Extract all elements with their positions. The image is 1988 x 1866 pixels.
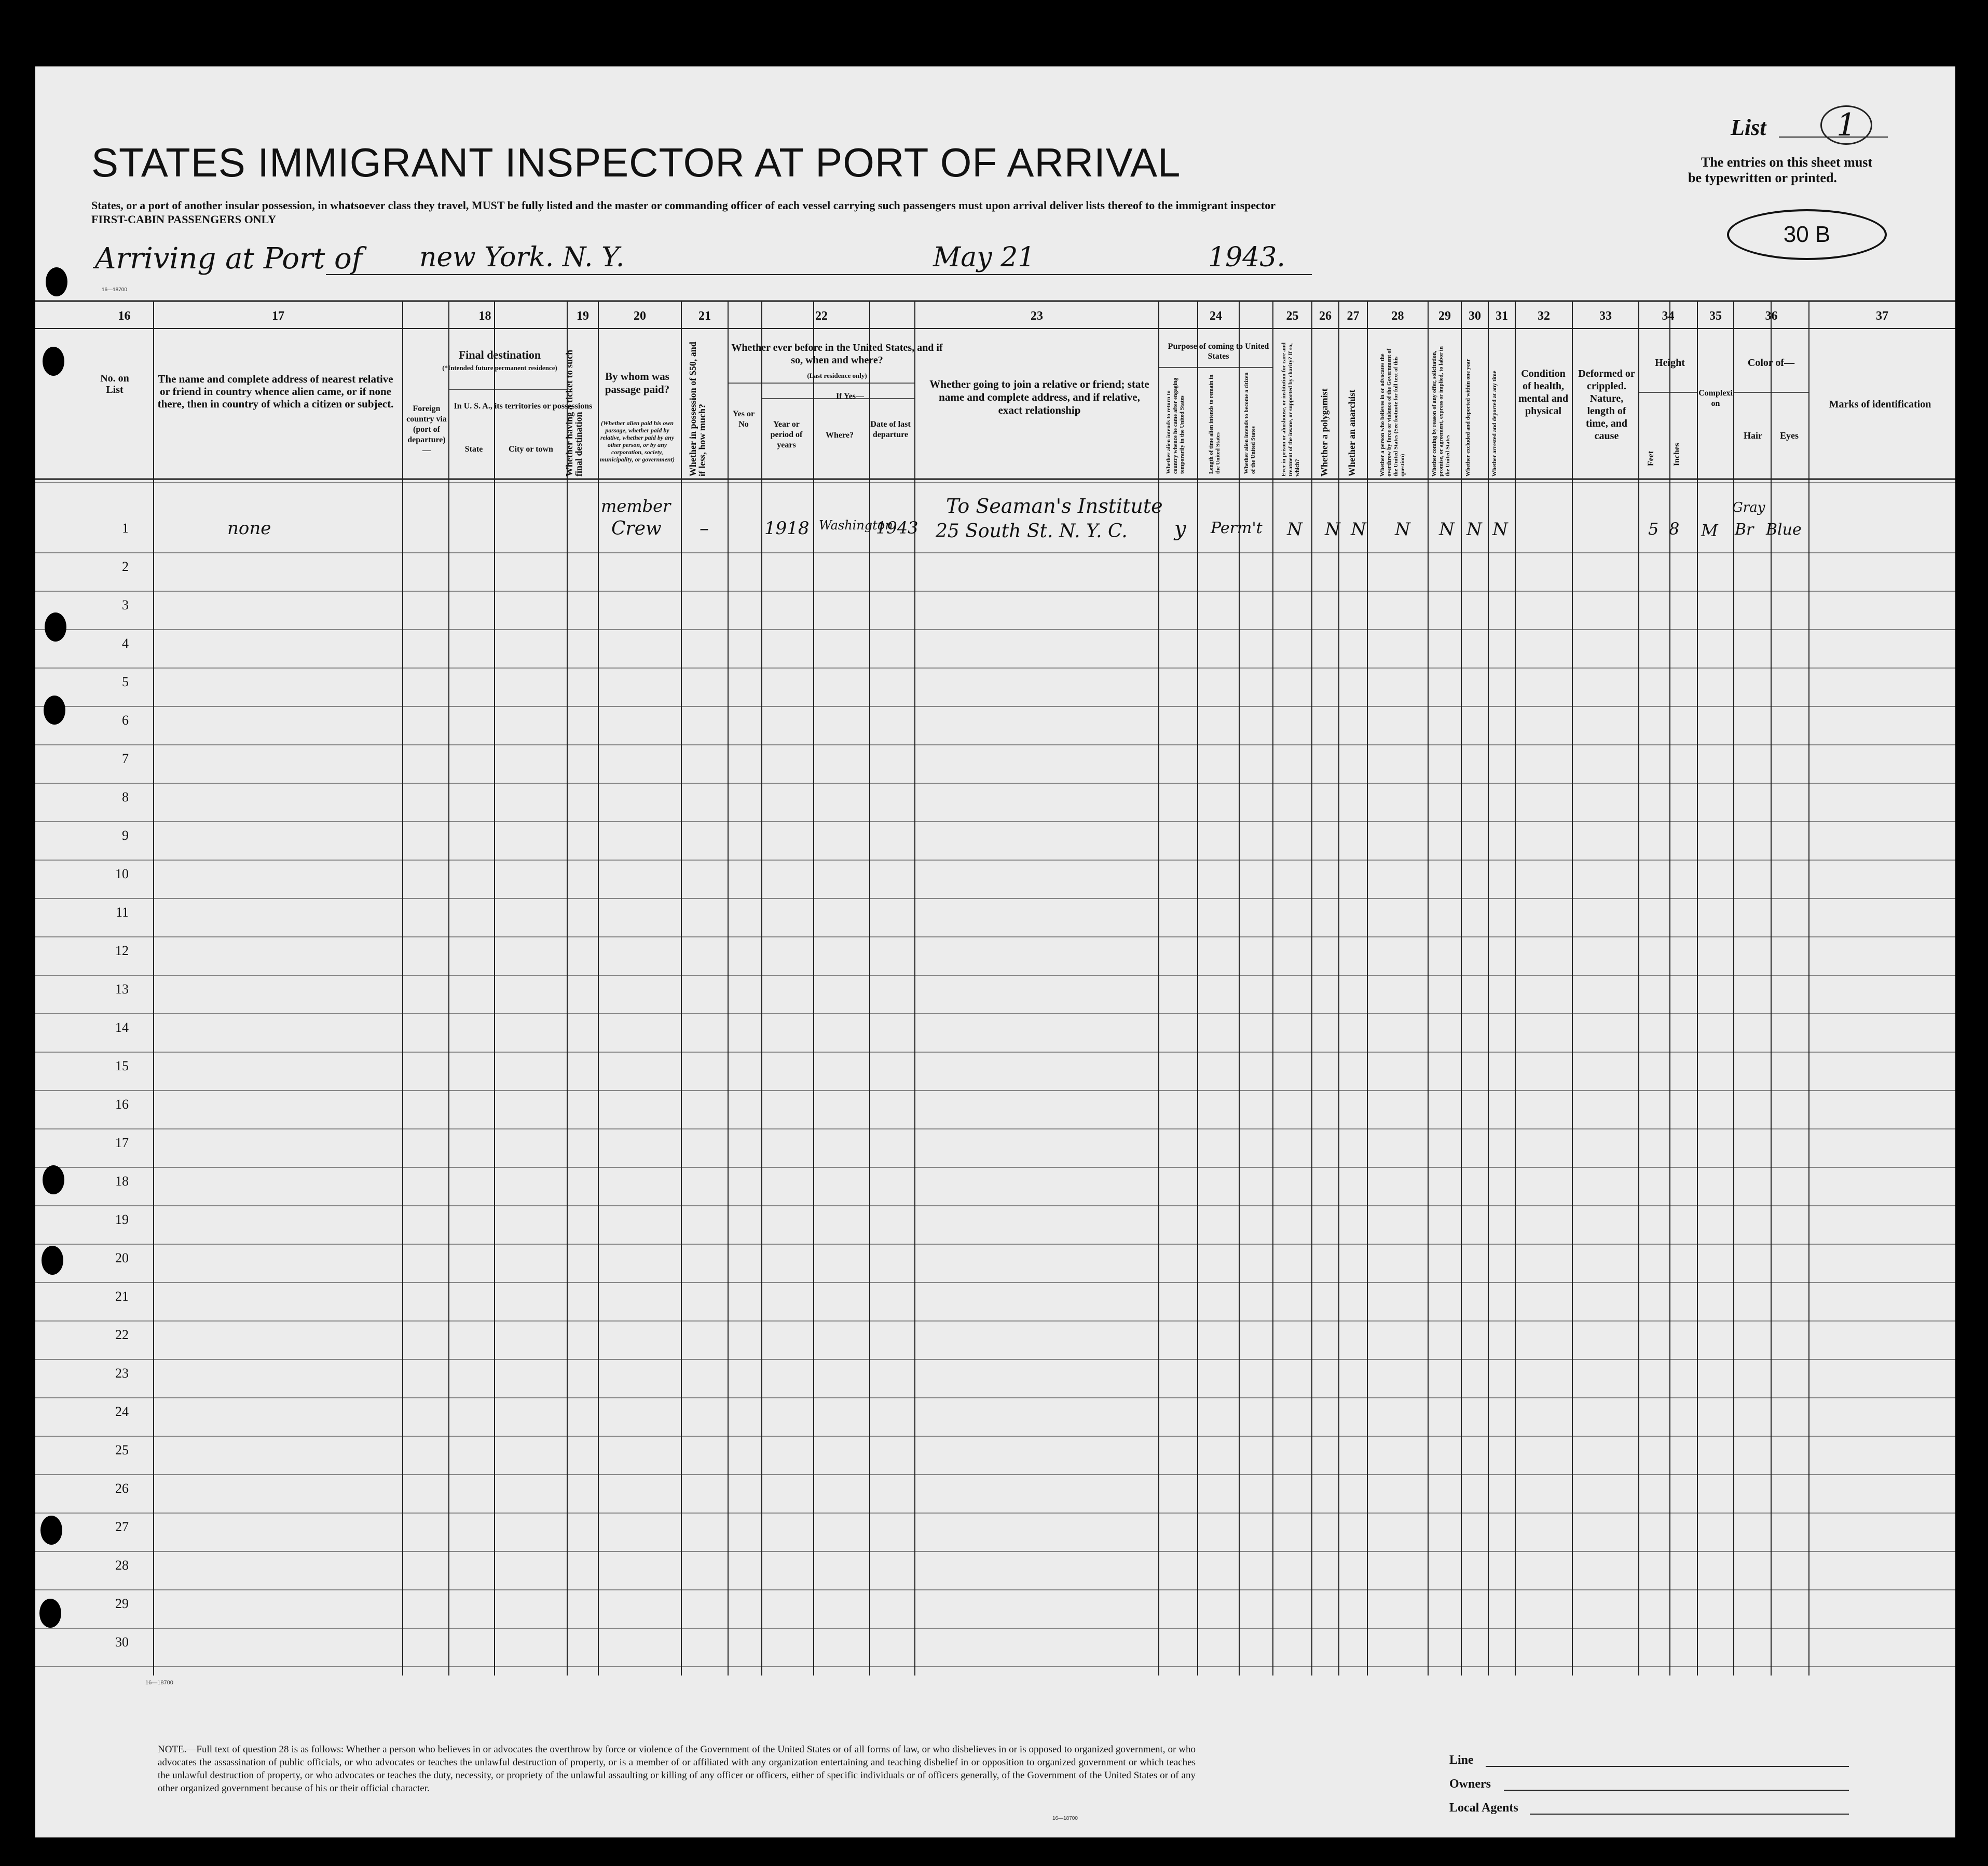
row1-year: 1918 bbox=[764, 518, 810, 539]
row1-inches: 8 bbox=[1669, 519, 1680, 539]
row-number: 20 bbox=[115, 1250, 129, 1265]
header-36: Color of— bbox=[1747, 357, 1795, 369]
row-number: 8 bbox=[122, 789, 129, 805]
column-number-37: 37 bbox=[1876, 309, 1888, 323]
row-number: 3 bbox=[122, 597, 129, 612]
form-code-top: 16—18700 bbox=[102, 287, 127, 293]
column-number-34: 34 bbox=[1662, 309, 1675, 323]
header-23: Whether going to join a relative or friend; state name and complete address, and if relative, exact relationship bbox=[929, 378, 1149, 416]
header-36-eyes: Eyes bbox=[1780, 430, 1799, 441]
instruction-bottom: be typewritten or printed. bbox=[1688, 170, 1837, 185]
row-number: 27 bbox=[115, 1519, 129, 1534]
instruction-top: The entries on this sheet must bbox=[1701, 155, 1873, 170]
column-number-28: 28 bbox=[1391, 309, 1404, 323]
arriving-label: Arriving at Port of bbox=[95, 242, 363, 276]
row-number: 23 bbox=[115, 1366, 129, 1381]
header-28: Whether a person who believes in or advocates the overthrow by force or violence of the Government of the United States (See footnote for full text of this question) bbox=[1379, 348, 1406, 476]
row1-complexion: M bbox=[1701, 521, 1718, 540]
year-value: 1943. bbox=[1208, 242, 1285, 273]
header-26: Whether a polygamist bbox=[1319, 388, 1329, 476]
row1-length: Perm't bbox=[1211, 519, 1263, 537]
row-number: 13 bbox=[115, 982, 129, 997]
row-number: 29 bbox=[115, 1596, 129, 1611]
column-number-35: 35 bbox=[1709, 309, 1722, 323]
header-34: Height bbox=[1655, 357, 1685, 369]
row1-return: y bbox=[1174, 517, 1186, 541]
row-number: 1 bbox=[122, 521, 129, 536]
punch-hole bbox=[40, 1516, 62, 1545]
port-value: new York. N. Y. bbox=[419, 242, 625, 273]
row-number: 2 bbox=[122, 559, 129, 574]
column-number-33: 33 bbox=[1599, 309, 1612, 323]
column-number-24: 24 bbox=[1210, 309, 1222, 323]
row1-eyes: Blue bbox=[1766, 521, 1802, 539]
subtitle: States, or a port of another insular possession, in whatsoever class they travel, MUST be fully listed and the master or commanding officer of each vessel carrying such passengers must upon arrival deliver lists thereof to the immigrant inspector bbox=[91, 199, 1276, 212]
column-number-18: 18 bbox=[478, 309, 491, 323]
class-label: FIRST-CABIN PASSENGERS ONLY bbox=[91, 213, 277, 226]
header-17: The name and complete address of nearest relative or friend in country whence alien came, or if none there, then in country of which a citizen or subject. bbox=[157, 373, 394, 410]
header-32: Condition of health, mental and physical bbox=[1518, 368, 1569, 417]
row-number: 24 bbox=[115, 1404, 129, 1419]
row1-q25: N bbox=[1287, 519, 1303, 540]
punch-hole bbox=[45, 612, 66, 642]
row-number: 5 bbox=[122, 674, 129, 689]
header-37: Marks of identification bbox=[1829, 399, 1931, 410]
header-18-sub: (*Intended future permanent residence) bbox=[442, 364, 557, 372]
form-code-bottom: 16—18700 bbox=[145, 1680, 173, 1686]
header-18-city: City or town bbox=[509, 445, 553, 454]
header-35: Complexion bbox=[1698, 389, 1733, 408]
column-number-26: 26 bbox=[1319, 309, 1332, 323]
column-number-36: 36 bbox=[1765, 309, 1778, 323]
row-number: 18 bbox=[115, 1174, 129, 1189]
row1-hair: Br bbox=[1735, 521, 1754, 539]
header-34-inches: Inches bbox=[1672, 443, 1681, 466]
row-number: 12 bbox=[115, 943, 129, 958]
header-20: By whom was passage paid? bbox=[605, 370, 670, 396]
header-22-sub: (Last residence only) bbox=[807, 372, 867, 379]
owners-rule bbox=[1504, 1790, 1849, 1791]
header-29: Whether coming by reason of any offer, solicitation, promise, or agreement, express or implied, to labor in the United States bbox=[1431, 346, 1451, 476]
row-number: 25 bbox=[115, 1442, 129, 1458]
header-20-sub: (Whether alien paid his own passage, whether paid by relative, whether paid by any other person, or by any corporation, society, municipality, or government) bbox=[600, 419, 675, 463]
row1-q29: N bbox=[1439, 519, 1455, 540]
row1-q31: N bbox=[1492, 519, 1508, 540]
table-grid bbox=[35, 66, 1955, 1837]
line-label: Line bbox=[1449, 1753, 1474, 1767]
row1-q28: N bbox=[1395, 519, 1410, 540]
stamp-30b: 30 B bbox=[1727, 209, 1887, 260]
header-27: Whether an anarchist bbox=[1347, 389, 1357, 476]
row1-relative: none bbox=[227, 518, 271, 539]
header-22: Whether ever before in the United States, and if so, when and where? bbox=[731, 342, 943, 366]
row-number: 10 bbox=[115, 866, 129, 881]
agents-label: Local Agents bbox=[1449, 1801, 1518, 1815]
punch-hole bbox=[44, 696, 65, 725]
header-21: Whether in possession of $50, and if less, how much? bbox=[688, 342, 707, 476]
column-number-20: 20 bbox=[634, 309, 646, 323]
column-number-17: 17 bbox=[272, 309, 284, 323]
row1-feet: 5 bbox=[1648, 519, 1659, 539]
line-rule bbox=[1486, 1766, 1849, 1767]
column-number-19: 19 bbox=[577, 309, 589, 323]
row-number: 9 bbox=[122, 828, 129, 843]
row-number: 16 bbox=[115, 1097, 129, 1112]
column-number-30: 30 bbox=[1469, 309, 1481, 323]
row-number: 21 bbox=[115, 1289, 129, 1304]
column-number-25: 25 bbox=[1286, 309, 1299, 323]
row-number: 22 bbox=[115, 1327, 129, 1342]
column-number-21: 21 bbox=[698, 309, 711, 323]
row1-passage-line1: member bbox=[601, 496, 671, 516]
punch-hole bbox=[42, 1246, 63, 1275]
header-22-where: Where? bbox=[826, 431, 854, 440]
footer-note: NOTE.—Full text of question 28 is as follows: Whether a person who believes in or advocates the overthrow by force or violence of the Government of the United States or of all forms of law, or who disbelieves in or is opposed to organized government, or who advocates the assassination of public officials, or who advocates or teaches the unlawful destruction of property, or is a member of or affiliated with any organization entertaining and teaching disbelief in or opposition to organized government or which teaches the unlawful destruction of property, or who advocates or teaches the duty, necessity, or propriety of the unlawful assaulting or killing of any officer or officers, either of specific individuals or of officers generally, of the Government of the United States or of any other organized government because of his or their official character. bbox=[158, 1744, 1196, 1794]
page-title: STATES IMMIGRANT INSPECTOR AT PORT OF ARRIVAL bbox=[91, 140, 1181, 185]
punch-hole bbox=[46, 267, 67, 296]
row-number: 6 bbox=[122, 713, 129, 728]
header-24-b: Length of time alien intends to remain in the United States bbox=[1208, 374, 1221, 474]
header-22-date: Date of last departure bbox=[870, 420, 911, 439]
column-number-22: 22 bbox=[815, 309, 828, 323]
header-24-a: Whether alien intends to return to country whence he came after engaging temporarily in the United States bbox=[1166, 377, 1185, 474]
row-number: 30 bbox=[115, 1635, 129, 1650]
agents-rule bbox=[1530, 1814, 1849, 1815]
row1-q27: N bbox=[1351, 519, 1366, 540]
column-number-27: 27 bbox=[1347, 309, 1360, 323]
header-18-foreign: Foreign country via (port of departure)— bbox=[406, 404, 447, 455]
column-number-16: 16 bbox=[118, 309, 131, 323]
row-number: 28 bbox=[115, 1558, 129, 1573]
header-34-feet: Feet bbox=[1647, 451, 1655, 466]
column-number-23: 23 bbox=[1031, 309, 1043, 323]
header-22-year: Year or period of years bbox=[770, 420, 803, 450]
header-18: Final destination bbox=[458, 348, 541, 361]
header-18-state: State bbox=[464, 445, 483, 454]
row-number: 7 bbox=[122, 751, 129, 766]
header-24: Purpose of coming to United States bbox=[1168, 342, 1269, 361]
punch-hole bbox=[43, 1165, 64, 1194]
row1-money: – bbox=[700, 518, 709, 539]
footer-form-code: 16—18700 bbox=[1052, 1816, 1078, 1821]
list-label: List bbox=[1731, 115, 1766, 140]
row1-q30: N bbox=[1466, 519, 1482, 540]
row1-hair-top: Gray bbox=[1732, 500, 1765, 515]
row-number: 11 bbox=[115, 905, 129, 920]
row1-join-line1: To Seaman's Institute bbox=[946, 495, 1163, 517]
header-24-c: Whether alien intends to become a citizen of the United States bbox=[1243, 372, 1256, 474]
header-30: Whether excluded and deported within one year bbox=[1465, 359, 1471, 476]
column-number-29: 29 bbox=[1438, 309, 1451, 323]
owners-label: Owners bbox=[1449, 1777, 1491, 1791]
row-number: 17 bbox=[115, 1135, 129, 1150]
column-number-31: 31 bbox=[1496, 309, 1508, 323]
header-33: Deformed or crippled. Nature, length of time, and cause bbox=[1578, 368, 1635, 442]
header-25: Ever in prison or almshouse, or institution for care and treatment of the insane, or supported by charity? If so, which? bbox=[1281, 342, 1300, 476]
header-18-usa: In U. S. A., its territories or possessions bbox=[454, 402, 593, 411]
date-value: May 21 bbox=[933, 242, 1035, 273]
row1-q26: N bbox=[1325, 519, 1340, 540]
list-number: 1 bbox=[1820, 105, 1872, 145]
header-22-yesno: Yes or No bbox=[732, 410, 755, 429]
row1-where: Washington bbox=[819, 518, 893, 533]
row-number: 14 bbox=[115, 1020, 129, 1035]
row1-date-departure: 1943 bbox=[876, 518, 918, 538]
punch-hole bbox=[43, 347, 64, 376]
row-number: 19 bbox=[115, 1212, 129, 1227]
header-16: No. on List bbox=[100, 373, 129, 396]
row-number: 26 bbox=[115, 1481, 129, 1496]
header-31: Whether arrested and deported at any time bbox=[1491, 371, 1498, 476]
header-22-ifyes: If Yes— bbox=[835, 392, 865, 401]
punch-hole bbox=[39, 1599, 61, 1628]
header-36-hair: Hair bbox=[1744, 430, 1762, 441]
header-19: Whether having a ticket to such final destination bbox=[564, 349, 584, 476]
column-number-32: 32 bbox=[1538, 309, 1550, 323]
row1-join-line2: 25 South St. N. Y. C. bbox=[936, 521, 1128, 542]
manifest-sheet bbox=[35, 66, 1955, 1837]
row-number: 15 bbox=[115, 1058, 129, 1073]
row1-passage-line2: Crew bbox=[611, 518, 662, 539]
row-number: 4 bbox=[122, 636, 129, 651]
